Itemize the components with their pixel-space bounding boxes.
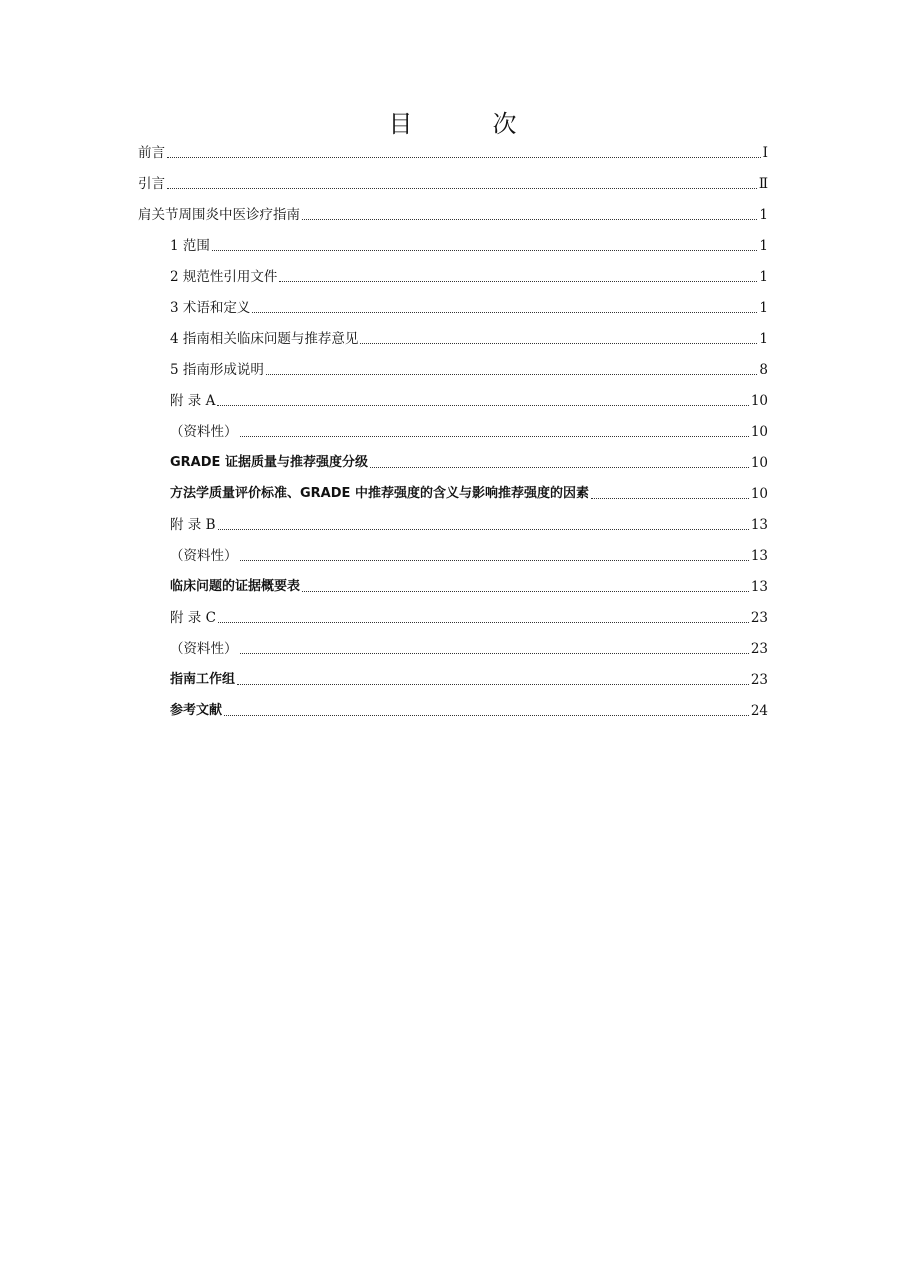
toc-entry-label: 引言: [138, 176, 165, 192]
dot-leader: [212, 249, 758, 251]
toc-entry-appendix-a-informative[interactable]: [170, 422, 768, 442]
dot-leader: [302, 218, 757, 220]
toc-entry-label: 3 术语和定义: [170, 300, 251, 316]
dot-leader: [167, 156, 761, 158]
toc-entry-page: 1: [759, 207, 768, 223]
toc-entry-working-group[interactable]: [170, 670, 768, 690]
toc-entry-label: 肩关节周围炎中医诊疗指南: [138, 207, 300, 223]
toc-entry-appendix-c-informative[interactable]: [170, 639, 768, 659]
toc-entry-page: 10: [750, 455, 768, 471]
toc-entry-page: 23: [750, 672, 768, 688]
toc-entry-page: 13: [750, 517, 768, 533]
dot-leader: [240, 435, 749, 437]
toc-entry-label: 指南工作组: [170, 672, 236, 687]
dot-leader: [167, 187, 757, 189]
toc-entry-page: 10: [750, 424, 768, 440]
toc-entry-label: 附 录 C: [170, 610, 216, 626]
dot-leader: [224, 714, 749, 716]
page-title: 目 次: [388, 110, 545, 138]
toc-entry-label: 4 指南相关临床问题与推荐意见: [170, 331, 359, 347]
toc-entry-appendix-b-informative[interactable]: [170, 546, 768, 566]
toc-entry-label: 附 录 B: [170, 517, 216, 533]
toc-entry-appendix-c[interactable]: [170, 608, 768, 628]
dot-leader: [252, 311, 757, 313]
toc-entry-label: （资料性）: [170, 641, 238, 657]
toc-entry-terms[interactable]: [170, 298, 768, 318]
toc-entry-page: Ⅱ: [758, 176, 768, 192]
toc-entry-clinical-questions[interactable]: [170, 329, 768, 349]
dot-leader: [218, 528, 749, 530]
toc-entry-page: 1: [759, 238, 768, 254]
toc-entry-formation[interactable]: [170, 360, 768, 380]
toc-entry-evidence-profile[interactable]: [170, 577, 768, 597]
toc-entry-label: 临床问题的证据概要表: [170, 579, 301, 594]
toc-entry-page: 23: [750, 610, 768, 626]
toc-entry-appendix-a[interactable]: [170, 391, 768, 411]
toc-entry-page: 13: [750, 579, 768, 595]
toc-entry-page: Ⅰ: [762, 145, 768, 161]
toc-entry-label: （资料性）: [170, 548, 238, 564]
toc-entry-introduction[interactable]: [138, 174, 768, 194]
toc-entry-page: 13: [750, 548, 768, 564]
toc-entry-label: 参考文献: [170, 703, 223, 718]
toc-entry-label: 1 范围: [170, 238, 210, 254]
toc-entry-scope[interactable]: [170, 236, 768, 256]
toc-entry-grade-grading[interactable]: [170, 453, 768, 473]
toc-entry-guideline[interactable]: [138, 205, 768, 225]
toc-entry-methodology[interactable]: [170, 484, 768, 504]
toc-entry-label: 方法学质量评价标准、GRADE 中推荐强度的含义与影响推荐强度的因素: [170, 486, 589, 501]
dot-leader: [240, 652, 749, 654]
dot-leader: [279, 280, 757, 282]
dot-leader: [302, 590, 749, 592]
toc-entry-preface[interactable]: [138, 143, 768, 163]
toc-entry-label: 附 录 A: [170, 393, 216, 409]
toc-entry-page: 10: [750, 393, 768, 409]
dot-leader: [591, 497, 749, 499]
toc-entry-page: 1: [759, 300, 768, 316]
toc-entry-label: 5 指南形成说明: [170, 362, 264, 378]
toc-entry-label: GRADE 证据质量与推荐强度分级: [170, 455, 368, 470]
toc-entry-page: 23: [750, 641, 768, 657]
toc-entry-page: 24: [750, 703, 768, 719]
dot-leader: [266, 373, 758, 375]
toc-entry-page: 1: [759, 269, 768, 285]
toc-entry-label: 前言: [138, 145, 165, 161]
dot-leader: [360, 342, 757, 344]
dot-leader: [217, 404, 748, 406]
toc-entry-page: 10: [750, 486, 768, 502]
toc-entry-label: （资料性）: [170, 424, 238, 440]
dot-leader: [240, 559, 749, 561]
toc-entry-appendix-b[interactable]: [170, 515, 768, 535]
dot-leader: [237, 683, 749, 685]
dot-leader: [370, 466, 749, 468]
toc-entry-page: 1: [759, 331, 768, 347]
toc-entry-page: 8: [759, 362, 768, 378]
toc-entry-normative-references[interactable]: [170, 267, 768, 287]
dot-leader: [218, 621, 749, 623]
toc-entry-references[interactable]: [170, 701, 768, 721]
toc-entry-label: 2 规范性引用文件: [170, 269, 278, 285]
